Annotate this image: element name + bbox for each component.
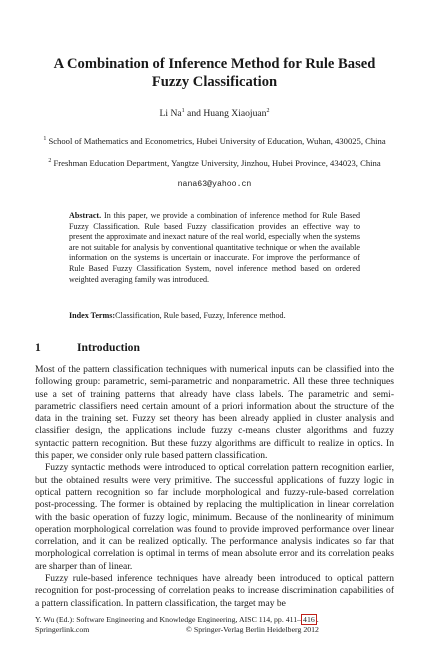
abstract [69, 211, 360, 285]
affiliation-text: Freshman Education Department, Yangtze University, Jinzhou, Hubei Province, 434023, China [51, 158, 381, 168]
affiliation-mark: 2 [48, 158, 52, 164]
affiliation-mark: 2 [266, 108, 270, 114]
section-heading [35, 341, 140, 354]
citation-end: . [316, 615, 319, 624]
citation-text: Y. Wu (Ed.): Software Engineering and Knowledge Engineering, AISC 114, pp. 411– [35, 615, 302, 624]
paragraph: Fuzzy rule-based inference techniques have already been introduced to optical pattern recognition for post-processing of correlation peaks to increase discrimination capabilities of a pattern classification. In pattern classification, the target may be [35, 573, 394, 609]
paragraph: Fuzzy syntactic methods were introduced to optical correlation pattern recognition earlier, but the obtained results were very primitive. The successful applications of fuzzy logic in optical pattern recognition so far include morphological and fuzzy-rule-based correlation post-processing. The former is obtained by replacing the multiplication in linear correlation with the basic operation of fuzzy logic, minimum. Because of the nonlinearity of minimum operation morphological correlation was found to provide improved performance over linear correlation, and it can be realized optically. The performance analysis indicates so far that morphological correlation is optimal in terms of mean absolute error and its correlation peaks are sharper than of linear. [35, 462, 394, 572]
paper-title: A Combination of Inference Method for Rule Based Fuzzy Classification [53, 56, 376, 90]
author-email[interactable]: nana63@yahoo.cn [177, 180, 252, 189]
footer-publisher [35, 625, 394, 635]
affiliation-text: School of Mathematics and Econometrics, Hubei University of Education, Wuhan, 430025, China [46, 136, 386, 146]
affiliation-1 [0, 136, 429, 147]
author-name: Li Na [159, 108, 182, 119]
index-terms [69, 311, 360, 322]
paragraph: Most of the pattern classification techniques with numerical inputs can be classified into the following group: parametric, semi-parametric and nonparametric. All these three techniques use a set of training patterns that already have class labels. The parametric and semi-parametric classifiers need certain amount of a priori information about the structure of the data in the training set. Fuzzy set theory has been already applied in cluster analysis and classifier design, the applications include fuzzy c-means cluster algorithms and fuzzy syntactic pattern recognition. But these fuzzy algorithms are difficult to realize in optics. In this paper, we consider only rule based pattern classification. [35, 364, 394, 462]
footer-citation [35, 615, 394, 625]
affiliation-mark: 1 [181, 108, 185, 114]
author-name: Huang Xiaojuan [203, 108, 267, 119]
copyright-notice: © Springer-Verlag Berlin Heidelberg 2012 [186, 625, 319, 634]
affiliation-2 [0, 158, 429, 169]
section-number: 1 [35, 341, 41, 354]
index-terms-label: Index Terms: [69, 311, 116, 320]
abstract-text: In this paper, we provide a combination of inference method for Rule Based Fuzzy Classification. Rule based Fuzzy classification provides an effective way to present the approximate and inexact nature of the real world, especially when the systems are not suitable for analysis by conventional quantitative technique or when the available information on the systems is uncertain or inaccurate. For improve the performance of Rule Based Fuzzy Classification System, novel inference method based on ordered weighted averaging family was introduced. [69, 211, 360, 284]
introduction-body [35, 364, 394, 610]
section-title: Introduction [77, 341, 140, 354]
index-terms-text: Classification, Rule based, Fuzzy, Inference method. [115, 311, 286, 320]
abstract-label: Abstract. [69, 211, 102, 220]
publisher-site[interactable]: Springerlink.com [35, 625, 90, 634]
affiliation-mark: 1 [43, 136, 47, 142]
author-line [0, 108, 429, 119]
author-conjunction: and [184, 108, 204, 119]
page-link[interactable]: 416 [303, 615, 315, 624]
